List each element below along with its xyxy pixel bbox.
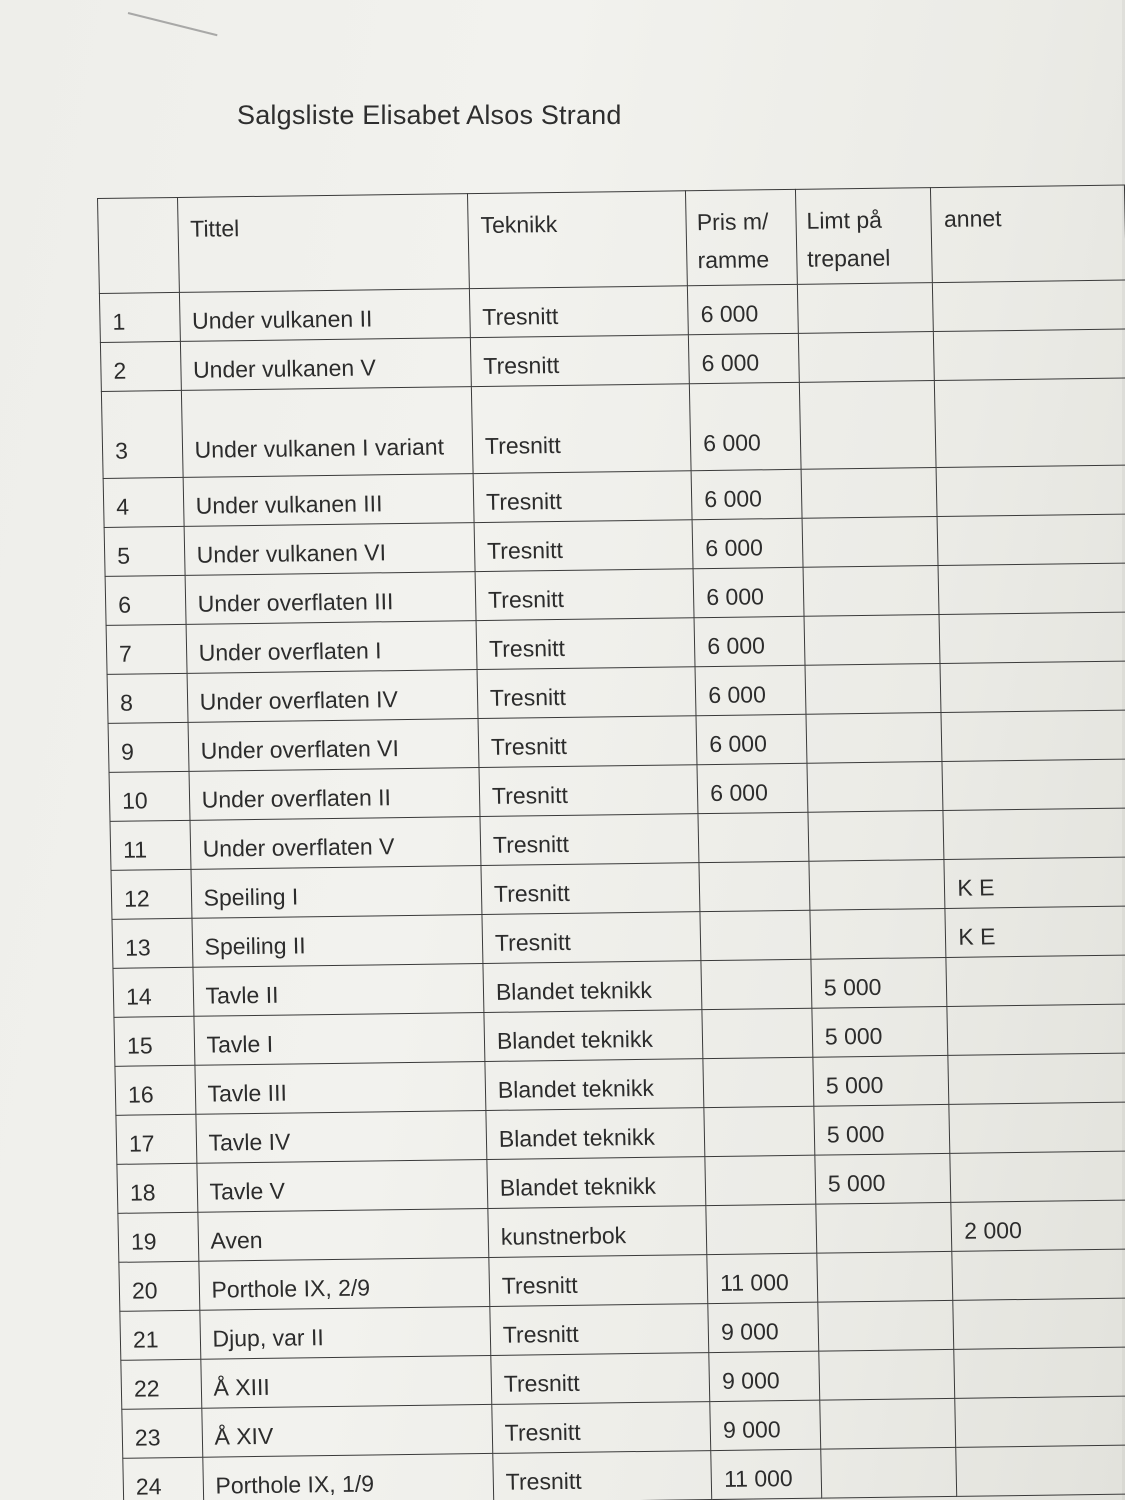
row-mounted-price — [821, 1447, 957, 1498]
row-price: 9 000 — [710, 1400, 821, 1450]
row-technique: Tresnitt — [478, 716, 697, 768]
row-mounted-price — [805, 664, 941, 715]
row-price: 6 000 — [694, 616, 805, 666]
row-mounted-price: 5 000 — [815, 1153, 951, 1204]
row-number: 15 — [114, 1016, 195, 1066]
header-price: Pris m/ ramme — [686, 189, 798, 285]
row-mounted-price: 5 000 — [814, 1104, 950, 1155]
row-price: 9 000 — [709, 1351, 820, 1401]
row-number: 20 — [119, 1261, 200, 1311]
row-technique: Tresnitt — [481, 863, 700, 915]
row-technique: Tresnitt — [476, 618, 695, 670]
header-title: Tittel — [177, 194, 469, 293]
row-other — [939, 612, 1125, 664]
row-number: 23 — [122, 1408, 203, 1458]
row-title: Porthole IX, 1/9 — [202, 1453, 493, 1500]
row-mounted-price — [802, 517, 938, 568]
row-number: 1 — [99, 292, 180, 342]
row-technique: Tresnitt — [474, 520, 693, 572]
row-number: 5 — [104, 526, 185, 576]
row-other — [953, 1298, 1125, 1350]
row-technique: Tresnitt — [471, 384, 691, 474]
row-technique: Blandet teknikk — [484, 1010, 703, 1062]
row-mounted-price — [799, 381, 936, 470]
row-mounted-price — [807, 761, 943, 812]
row-number: 22 — [121, 1359, 202, 1409]
document-title: Salgsliste Elisabet Alsos Strand — [237, 100, 622, 130]
row-other — [952, 1249, 1125, 1301]
row-mounted-price — [808, 810, 944, 861]
row-number: 9 — [108, 722, 189, 772]
row-mounted-price — [809, 859, 945, 910]
row-technique: Tresnitt — [479, 765, 698, 817]
row-technique: Tresnitt — [489, 1255, 708, 1307]
row-mounted-price — [817, 1251, 953, 1302]
row-title: Å XIII — [200, 1355, 491, 1408]
row-mounted-price — [797, 283, 933, 334]
row-title: Under overflaten V — [190, 817, 481, 870]
row-number: 6 — [105, 575, 186, 625]
row-technique: Blandet teknikk — [487, 1157, 706, 1209]
row-title: Under overflaten II — [189, 768, 480, 821]
row-technique: Tresnitt — [473, 471, 692, 523]
row-price: 6 000 — [690, 382, 801, 470]
row-other — [948, 1053, 1125, 1105]
row-number: 21 — [120, 1310, 201, 1360]
row-title: Tavle IV — [195, 1110, 486, 1163]
row-other — [938, 563, 1125, 615]
sales-table — [97, 185, 1125, 1500]
row-technique: Blandet teknikk — [486, 1108, 705, 1160]
row-price — [703, 1057, 814, 1107]
row-title: Under vulkanen V — [180, 338, 471, 391]
row-other — [946, 955, 1125, 1007]
row-number: 19 — [118, 1212, 199, 1262]
row-mounted-price — [804, 615, 940, 666]
row-other — [933, 280, 1125, 332]
row-price: 6 000 — [695, 665, 806, 715]
row-number: 18 — [117, 1163, 198, 1213]
row-mounted-price — [819, 1349, 955, 1400]
header-mounted: Limt på trepanel — [795, 188, 932, 285]
row-mounted-price — [803, 566, 939, 617]
row-number: 3 — [101, 390, 182, 478]
header-other: annet — [931, 185, 1125, 283]
row-technique: Tresnitt — [492, 1402, 711, 1454]
row-price: 6 000 — [692, 518, 803, 568]
row-other — [949, 1102, 1125, 1154]
row-number: 2 — [100, 341, 181, 391]
row-other — [956, 1445, 1125, 1497]
row-title: Under overflaten I — [186, 621, 477, 674]
row-other — [947, 1004, 1125, 1056]
header-technique: Teknikk — [467, 191, 687, 289]
row-title: Under vulkanen I variant — [181, 387, 473, 478]
row-title: Tavle I — [194, 1013, 485, 1066]
header-number — [98, 197, 179, 293]
row-title: Tavle II — [193, 964, 484, 1017]
row-price — [700, 910, 811, 960]
row-other — [950, 1151, 1125, 1203]
row-title: Porthole IX, 2/9 — [198, 1257, 489, 1310]
row-price — [698, 812, 809, 862]
row-mounted-price — [818, 1300, 954, 1351]
row-number: 11 — [110, 820, 191, 870]
row-mounted-price: 5 000 — [811, 957, 947, 1008]
row-technique: Tresnitt — [480, 814, 699, 866]
row-price: 6 000 — [689, 333, 800, 383]
row-other: K E — [944, 857, 1125, 909]
row-title: Speiling I — [191, 866, 482, 919]
row-price: 11 000 — [711, 1449, 822, 1499]
row-title: Under overflaten IV — [187, 670, 478, 723]
row-technique: Tresnitt — [469, 286, 688, 338]
row-other: 2 000 — [951, 1200, 1125, 1252]
row-mounted-price — [810, 908, 946, 959]
row-technique: Tresnitt — [491, 1353, 710, 1405]
row-other — [936, 465, 1125, 517]
row-price: 6 000 — [691, 469, 802, 519]
row-other: K E — [945, 906, 1125, 958]
row-price — [705, 1155, 816, 1205]
row-mounted-price — [816, 1202, 952, 1253]
row-other — [935, 378, 1125, 468]
row-number: 16 — [115, 1065, 196, 1115]
row-number: 12 — [111, 869, 192, 919]
row-number: 17 — [116, 1114, 197, 1164]
row-mounted-price — [806, 712, 942, 763]
row-number: 8 — [107, 673, 188, 723]
row-title: Under overflaten VI — [188, 719, 479, 772]
row-price: 9 000 — [708, 1302, 819, 1352]
row-price — [704, 1106, 815, 1156]
row-other — [940, 661, 1125, 713]
row-other — [942, 759, 1125, 811]
row-price — [702, 1008, 813, 1058]
row-title: Aven — [197, 1208, 488, 1261]
pencil-mark — [128, 12, 218, 36]
row-other — [934, 329, 1125, 381]
row-price: 6 000 — [688, 284, 799, 334]
row-title: Å XIV — [201, 1404, 492, 1457]
row-price — [701, 959, 812, 1009]
row-mounted-price — [798, 332, 934, 383]
row-technique: Blandet teknikk — [485, 1059, 704, 1111]
table-header-row — [98, 185, 1125, 293]
sales-table-container — [97, 185, 1125, 1500]
row-mounted-price — [820, 1398, 956, 1449]
row-other — [941, 710, 1125, 762]
row-number: 13 — [112, 918, 193, 968]
row-number: 7 — [106, 624, 187, 674]
row-title: Djup, var II — [199, 1306, 490, 1359]
row-price — [699, 861, 810, 911]
row-mounted-price: 5 000 — [813, 1055, 949, 1106]
row-technique: Tresnitt — [470, 335, 689, 387]
row-technique: Tresnitt — [482, 912, 701, 964]
row-number: 4 — [103, 477, 184, 527]
row-number: 24 — [123, 1457, 204, 1500]
row-other — [937, 514, 1125, 566]
row-price: 6 000 — [697, 763, 808, 813]
row-number: 14 — [113, 967, 194, 1017]
row-price: 6 000 — [696, 714, 807, 764]
row-mounted-price: 5 000 — [812, 1006, 948, 1057]
row-title: Under vulkanen VI — [184, 523, 475, 576]
row-mounted-price — [801, 468, 937, 519]
row-other — [943, 808, 1125, 860]
row-other — [954, 1347, 1125, 1399]
row-title: Under vulkanen III — [183, 474, 474, 527]
row-technique: kunstnerbok — [488, 1206, 707, 1258]
row-technique: Blandet teknikk — [483, 961, 702, 1013]
row-title: Tavle III — [195, 1061, 486, 1114]
row-technique: Tresnitt — [493, 1451, 712, 1500]
row-technique: Tresnitt — [475, 569, 694, 621]
row-title: Speiling II — [192, 915, 483, 968]
table-row — [101, 378, 1125, 478]
row-number: 10 — [109, 771, 190, 821]
row-price — [706, 1204, 817, 1254]
row-technique: Tresnitt — [490, 1304, 709, 1356]
row-other — [955, 1396, 1125, 1448]
row-title: Tavle V — [196, 1159, 487, 1212]
row-technique: Tresnitt — [477, 667, 696, 719]
row-price: 6 000 — [693, 567, 804, 617]
row-price: 11 000 — [707, 1253, 818, 1303]
row-title: Under vulkanen II — [179, 289, 470, 342]
row-title: Under overflaten III — [185, 572, 476, 625]
